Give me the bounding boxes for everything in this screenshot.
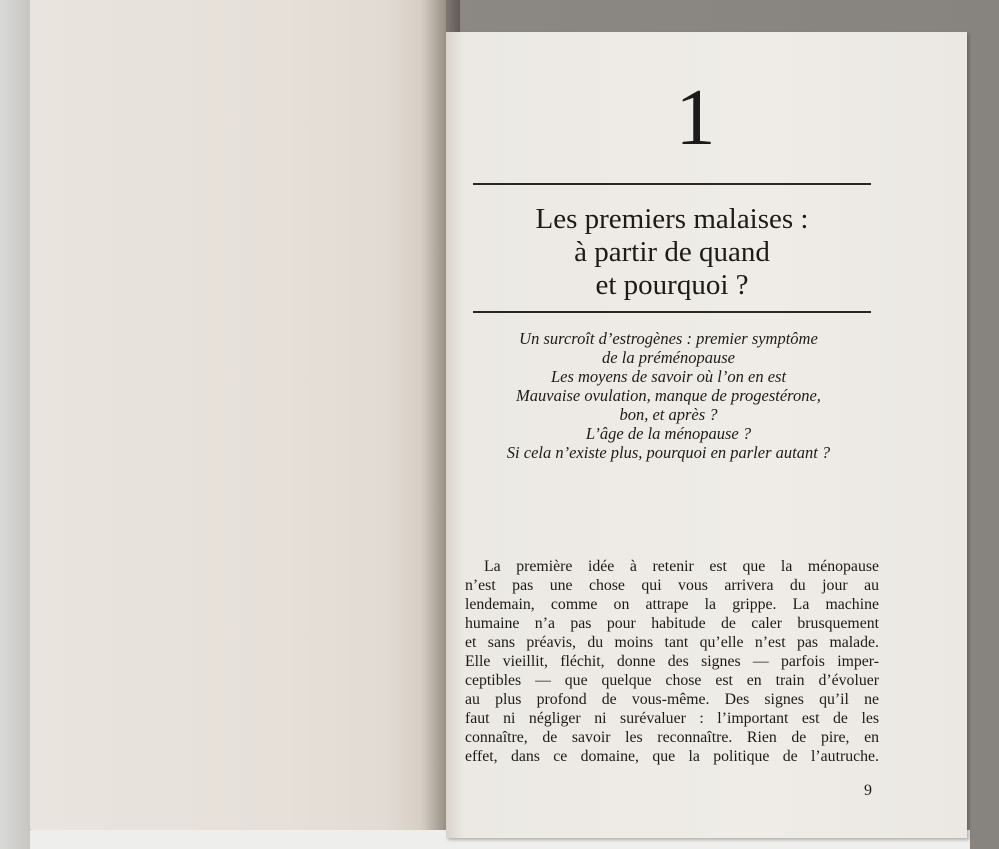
- right-page: [446, 32, 967, 838]
- summary-line: Si cela n’existe plus, pourquoi en parler autant ?: [506, 443, 831, 462]
- summary-line: de la préménopause: [602, 348, 735, 367]
- summary-line: Mauvaise ovulation, manque de progestérone,: [516, 386, 821, 405]
- chapter-title: [473, 203, 871, 302]
- body-paragraph: [465, 557, 879, 766]
- chapter-title-line: à partir de quand: [574, 236, 770, 268]
- top-divider: [473, 183, 871, 185]
- body-line: ceptibles — que quelque chose est en train d’évoluer: [465, 672, 879, 689]
- page-number: 9: [864, 782, 872, 799]
- summary-line: L’âge de la ménopause ?: [585, 424, 752, 443]
- body-line: effet, dans ce domaine, que la politique de l’autruche.: [465, 748, 879, 765]
- summary-line: bon, et après ?: [619, 405, 718, 424]
- chapter-number: 1: [675, 74, 716, 162]
- body-line: Elle vieillit, fléchit, donne des signes — parfois imper-: [465, 653, 879, 670]
- body-line: faut ni négliger ni surévaluer : l’important est de les: [465, 710, 879, 727]
- body-line: La première idée à retenir est que la ménopause: [484, 558, 879, 575]
- body-line: humaine n’a pas pour habitude de caler brusquement: [465, 615, 879, 632]
- chapter-title-line: et pourquoi ?: [595, 269, 749, 301]
- body-line: connaître, de savoir les reconnaître. Rien de pire, en: [465, 729, 879, 746]
- summary-line: Les moyens de savoir où l’on en est: [550, 367, 787, 386]
- body-line: lendemain, comme on attrape la grippe. La machine: [465, 596, 879, 613]
- bottom-divider: [473, 311, 871, 313]
- body-line: n’est pas une chose qui vous arrivera du jour au: [465, 577, 879, 594]
- body-line: au plus profond de vous-même. Des signes qu’il ne: [465, 691, 879, 708]
- chapter-title-line: Les premiers malaises :: [535, 203, 809, 235]
- page-content: [446, 32, 967, 838]
- chapter-summary: [446, 329, 891, 462]
- body-line: et sans préavis, du moins tant qu’elle n’est pas malade.: [465, 634, 879, 651]
- left-blank-page: [30, 0, 446, 830]
- summary-line: Un surcroît d’estrogènes : premier symptôme: [519, 329, 818, 348]
